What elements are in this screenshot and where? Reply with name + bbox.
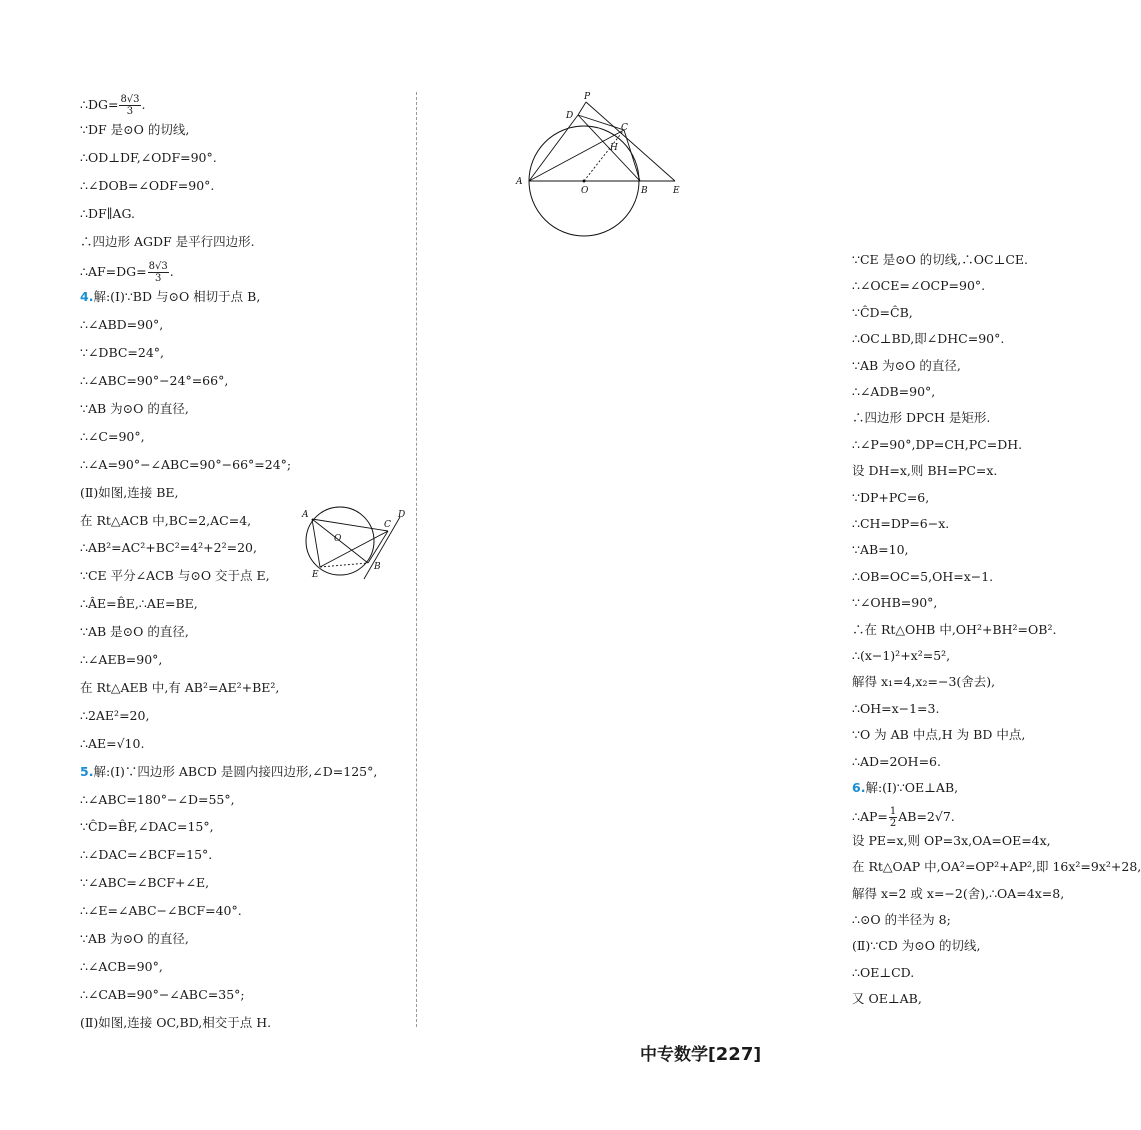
solution-line bbox=[852, 516, 949, 532]
solution-line bbox=[852, 991, 922, 1007]
line-text: ∴四边形 DPCH 是矩形. bbox=[852, 410, 991, 426]
line-text: ∴∠ABD=90°, bbox=[80, 317, 164, 333]
solution-line bbox=[852, 252, 1028, 268]
solution-line bbox=[852, 490, 929, 506]
page-number: 227 bbox=[715, 1044, 754, 1065]
line-text: ∴OE⊥CD. bbox=[852, 964, 915, 980]
fig2-label-H: H bbox=[610, 143, 618, 153]
question-number: 4. bbox=[80, 289, 94, 305]
solution-line bbox=[80, 959, 163, 975]
fig1-label-A: A bbox=[302, 510, 309, 520]
solution-line bbox=[852, 886, 1064, 902]
solution-line bbox=[80, 206, 135, 222]
fig1-label-O: O bbox=[334, 534, 342, 544]
solution-line bbox=[80, 457, 291, 473]
solution-line bbox=[852, 410, 990, 426]
line-text: 设 PE=x,则 OP=3x,OA=OE=4x, bbox=[852, 832, 1051, 848]
solution-line bbox=[80, 178, 214, 194]
solution-line bbox=[80, 345, 164, 361]
bracket-close: ] bbox=[753, 1045, 762, 1065]
line-text: ∴∠C=90°, bbox=[80, 428, 145, 444]
fraction-numerator: 8√3 bbox=[120, 94, 140, 105]
line-text: ∴ÂE=B̂E,∴AE=BE, bbox=[80, 596, 198, 612]
figure-circle-acbe bbox=[298, 505, 413, 585]
bracket-open: [ bbox=[708, 1045, 716, 1065]
line-text-after: . bbox=[169, 264, 174, 280]
line-text: ∴2AE²=20, bbox=[80, 707, 150, 723]
footer-label: 中专数学 bbox=[640, 1045, 708, 1065]
solution-line bbox=[80, 401, 189, 417]
solution-line bbox=[80, 624, 189, 640]
fraction bbox=[119, 94, 140, 117]
line-text: ∵∠OHB=90°, bbox=[852, 595, 938, 611]
line-text: ∴∠A=90°−∠ABC=90°−66°=24°; bbox=[80, 456, 292, 472]
fraction-denominator: 3 bbox=[126, 106, 134, 117]
line-text: ∴OH=x−1=3. bbox=[852, 700, 940, 716]
solution-line bbox=[852, 727, 1025, 743]
line-text: ∴AP= bbox=[852, 809, 888, 825]
line-text: ∴⊙O 的半径为 8; bbox=[852, 912, 951, 927]
solution-line bbox=[852, 965, 914, 981]
solution-line bbox=[80, 792, 235, 808]
line-text: ∴∠ABC=180°−∠D=55°, bbox=[80, 791, 235, 807]
line-text: ∵AB=10, bbox=[852, 542, 909, 558]
solution-line bbox=[852, 278, 985, 294]
fig2-label-O: O bbox=[581, 186, 589, 196]
line-text: 在 Rt△OAP 中,OA²=OP²+AP²,即 16x²=9x²+28, bbox=[852, 859, 1141, 875]
solution-line bbox=[852, 912, 951, 928]
solution-line bbox=[80, 485, 178, 501]
line-text: ∵DF 是⊙O 的切线, bbox=[80, 121, 190, 137]
solution-line bbox=[80, 540, 257, 556]
solution-line bbox=[80, 568, 270, 584]
solution-line bbox=[852, 859, 1141, 875]
fraction-numerator: 8√3 bbox=[148, 261, 168, 273]
line-text: ∵AB 是⊙O 的直径, bbox=[80, 624, 189, 640]
solution-line bbox=[852, 437, 1022, 453]
solution-line bbox=[852, 648, 950, 664]
line-text: 解:(Ⅰ)∵四边形 ABCD 是圆内接四边形,∠D=125°, bbox=[93, 763, 378, 779]
solution-line bbox=[80, 652, 162, 668]
solution-line bbox=[852, 331, 1004, 347]
line-text: ∵∠ABC=∠BCF+∠E, bbox=[80, 875, 210, 891]
line-text: ∵CE 平分∠ACB 与⊙O 交于点 E, bbox=[80, 568, 270, 584]
line-text: (Ⅱ)如图,连接 BE, bbox=[80, 484, 179, 500]
solution-line bbox=[852, 384, 935, 400]
fig2-label-D: D bbox=[566, 111, 574, 121]
line-text-after: . bbox=[141, 97, 146, 112]
line-text: ∵DP+PC=6, bbox=[852, 489, 930, 505]
solution-line bbox=[852, 780, 958, 796]
line-text: ∴∠CAB=90°−∠ABC=35°; bbox=[80, 986, 245, 1002]
line-text: ∴AD=2OH=6. bbox=[852, 753, 941, 769]
solution-line bbox=[80, 764, 377, 780]
line-text: ∴AF=DG= bbox=[80, 264, 147, 280]
line-text: 解:(Ⅰ)∵OE⊥AB, bbox=[865, 780, 959, 795]
line-text: ∵AB 为⊙O 的直径, bbox=[80, 931, 189, 946]
page-footer bbox=[640, 1040, 761, 1065]
line-text: 解:(Ⅰ)∵BD 与⊙O 相切于点 B, bbox=[93, 289, 261, 305]
question-number: 6. bbox=[852, 780, 866, 795]
fig2-label-P: P bbox=[584, 92, 591, 102]
line-text: ∵ĈD=ĈB, bbox=[852, 304, 913, 320]
fraction bbox=[148, 261, 169, 284]
solution-line bbox=[80, 513, 251, 529]
solution-line bbox=[80, 94, 146, 117]
solution-line bbox=[80, 736, 144, 752]
solution-line bbox=[80, 987, 245, 1003]
solution-line bbox=[80, 708, 149, 724]
solution-line bbox=[80, 875, 209, 891]
solution-line bbox=[852, 569, 993, 585]
fig2-label-B: B bbox=[641, 186, 648, 196]
line-text: ∵AB 为⊙O 的直径, bbox=[852, 357, 961, 373]
solution-line bbox=[80, 234, 255, 250]
solution-line bbox=[852, 833, 1051, 849]
line-text: ∴∠DAC=∠BCF=15°. bbox=[80, 847, 213, 863]
solution-line bbox=[852, 674, 995, 690]
solution-line bbox=[852, 542, 909, 558]
line-text: ∴OB=OC=5,OH=x−1. bbox=[852, 568, 994, 584]
fraction-denominator: 2 bbox=[889, 818, 897, 830]
solution-line bbox=[80, 931, 189, 947]
solution-line bbox=[852, 305, 913, 321]
solution-line bbox=[80, 150, 217, 166]
line-text: 又 OE⊥AB, bbox=[852, 991, 922, 1007]
line-text: ∴在 Rt△OHB 中,OH²+BH²=OB². bbox=[852, 621, 1057, 637]
line-text: ∴∠ACB=90°, bbox=[80, 958, 163, 974]
fraction-denominator: 3 bbox=[154, 273, 162, 285]
line-text: ∴CH=DP=6−x. bbox=[852, 516, 950, 531]
fig1-label-E: E bbox=[312, 570, 319, 580]
line-text: ∴∠ABC=90°−24°=66°, bbox=[80, 373, 229, 388]
line-text-after: AB=2√7. bbox=[898, 809, 955, 825]
line-text: ∵∠DBC=24°, bbox=[80, 345, 165, 361]
fig1-label-C: C bbox=[384, 520, 391, 530]
line-text: ∴AE=√10. bbox=[80, 735, 145, 751]
solution-line bbox=[80, 317, 163, 333]
line-text: ∴∠AEB=90°, bbox=[80, 652, 163, 667]
solution-line bbox=[80, 261, 174, 284]
line-text: ∴OD⊥DF,∠ODF=90°. bbox=[80, 149, 217, 165]
solution-line bbox=[852, 938, 980, 954]
solution-line bbox=[852, 358, 961, 374]
solution-line bbox=[80, 847, 212, 863]
line-text: ∴∠E=∠ABC−∠BCF=40°. bbox=[80, 903, 242, 919]
solution-line bbox=[80, 819, 214, 835]
fig1-label-B: B bbox=[374, 562, 381, 572]
line-text: ∴(x−1)²+x²=5², bbox=[852, 648, 951, 663]
line-text: ∴DG= bbox=[80, 97, 119, 112]
line-text: 解得 x₁=4,x₂=−3(舍去), bbox=[852, 674, 996, 690]
line-text: 在 Rt△AEB 中,有 AB²=AE²+BE², bbox=[80, 679, 280, 695]
line-text: 在 Rt△ACB 中,BC=2,AC=4, bbox=[80, 512, 252, 528]
solution-line bbox=[80, 1015, 271, 1031]
fraction-numerator: 1 bbox=[889, 806, 897, 818]
line-text: ∴OC⊥BD,即∠DHC=90°. bbox=[852, 331, 1005, 347]
solution-line bbox=[80, 596, 198, 612]
line-text: (Ⅱ)如图,连接 OC,BD,相交于点 H. bbox=[80, 1014, 272, 1030]
solution-line bbox=[80, 122, 189, 138]
column-divider bbox=[416, 92, 417, 1027]
line-text: ∴四边形 AGDF 是平行四边形. bbox=[80, 233, 255, 249]
line-text: ∵AB 为⊙O 的直径, bbox=[80, 400, 189, 416]
line-text: ∵ĈD=B̂F,∠DAC=15°, bbox=[80, 819, 214, 835]
fig2-label-E: E bbox=[673, 186, 680, 196]
solution-line bbox=[852, 595, 937, 611]
line-text: 设 DH=x,则 BH=PC=x. bbox=[852, 463, 998, 479]
line-text: ∴DF∥AG. bbox=[80, 205, 135, 221]
question-number: 5. bbox=[80, 763, 94, 779]
solution-line bbox=[852, 463, 997, 479]
fig1-label-D: D bbox=[398, 510, 406, 520]
figure-circle-pdchaobe bbox=[510, 90, 690, 235]
solution-line bbox=[80, 429, 145, 445]
line-text: ∴AB²=AC²+BC²=4²+2²=20, bbox=[80, 540, 257, 556]
solution-line bbox=[852, 622, 1056, 638]
solution-line bbox=[80, 373, 228, 389]
fig2-label-C: C bbox=[621, 123, 628, 133]
fraction bbox=[889, 806, 897, 829]
line-text: ∴∠DOB=∠ODF=90°. bbox=[80, 177, 215, 193]
solution-line bbox=[80, 903, 242, 919]
solution-line bbox=[80, 680, 279, 696]
line-text: 解得 x=2 或 x=−2(舍),∴OA=4x=8, bbox=[852, 885, 1065, 901]
solution-line bbox=[80, 289, 260, 305]
solution-line bbox=[852, 701, 939, 717]
line-text: (Ⅱ)∵CD 为⊙O 的切线, bbox=[852, 938, 981, 954]
line-text: ∵CE 是⊙O 的切线,∴OC⊥CE. bbox=[852, 252, 1029, 267]
fig2-label-A: A bbox=[516, 177, 523, 187]
line-text: ∴∠ADB=90°, bbox=[852, 384, 936, 399]
solution-line bbox=[852, 754, 941, 770]
line-text: ∵O 为 AB 中点,H 为 BD 中点, bbox=[852, 727, 1026, 743]
line-text: ∴∠OCE=∠OCP=90°. bbox=[852, 278, 986, 294]
line-text: ∴∠P=90°,DP=CH,PC=DH. bbox=[852, 436, 1023, 452]
solution-line bbox=[852, 806, 955, 829]
